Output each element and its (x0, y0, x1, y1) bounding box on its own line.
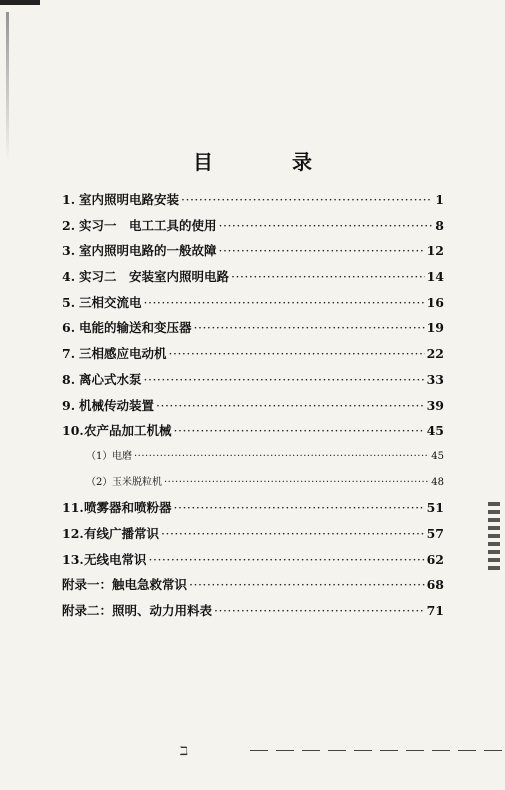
toc-entry-title: 三相感应电动机 (79, 346, 167, 362)
scan-edge-mark (0, 0, 40, 5)
toc-entry (62, 421, 444, 447)
toc-entry-number: 9. (62, 397, 76, 413)
toc-entry-number: 3. (62, 243, 76, 259)
toc-entry-title: 室内照明电路安装 (79, 192, 180, 207)
toc-entry-page: 12 (426, 243, 444, 259)
toc-leader-dots (194, 320, 425, 335)
toc-entry-title: 无线电常识 (84, 551, 147, 567)
toc-entry-number: 12. (62, 525, 84, 541)
toc-leader-dots (144, 372, 425, 387)
toc-entry-page: 39 (426, 397, 444, 413)
toc-leader-dots (219, 243, 425, 258)
toc-entry (62, 370, 444, 396)
toc-entry (62, 550, 444, 576)
scan-binding-shadow (6, 12, 9, 162)
toc-entry-title: 喷雾器和喷粉器 (84, 500, 172, 516)
toc-subentry (62, 447, 444, 473)
toc-entry-number: 11. (62, 500, 84, 516)
toc-entry-title: 离心式水泵 (79, 371, 142, 387)
toc-entry-page: 51 (426, 500, 444, 516)
toc-entry-page: 14 (426, 269, 444, 285)
toc-entry-number: （1） (86, 450, 113, 462)
toc-entry (62, 396, 444, 422)
toc-leader-dots (174, 423, 425, 438)
toc-leader-dots (214, 603, 425, 618)
toc-entry-number: （2） (86, 476, 113, 488)
toc-entry-title: 有线广播常识 (84, 525, 160, 541)
toc-entry-number: 13. (62, 551, 84, 567)
toc-entry (62, 267, 444, 293)
toc-entry-number: 10. (62, 423, 84, 439)
toc-entry (62, 216, 444, 242)
toc-entry-page: 45 (431, 450, 444, 462)
toc-entry-number: 5. (62, 294, 76, 310)
toc-leader-dots (189, 577, 425, 592)
toc-entry-page: 16 (426, 294, 444, 310)
toc-entry-title: 室内照明电路的一般故障 (79, 243, 217, 259)
footer-page-mark: ℶ (180, 744, 189, 758)
toc-entry (62, 190, 444, 216)
toc-entry (62, 241, 444, 267)
toc-entry-number: 8. (62, 371, 76, 387)
toc-entry-title: 三相交流电 (79, 294, 142, 310)
toc-entry-title: 农产品加工机械 (84, 423, 172, 439)
toc-entry-title: 附录二：照明、动力用料表 (62, 603, 213, 618)
toc-leader-dots (219, 218, 432, 233)
toc-entry-title: 附录一：触电急救常识 (62, 577, 188, 593)
toc-entry-page: 45 (426, 423, 444, 439)
toc-subentry (62, 473, 444, 499)
toc-appendix-entry (62, 575, 444, 601)
toc-leader-dots (144, 295, 425, 310)
toc-leader-dots (161, 526, 425, 541)
toc-entry (62, 344, 444, 370)
table-of-contents (62, 190, 444, 627)
scan-margin-mark (488, 502, 500, 574)
toc-entry-title: 实习一 电工工具的使用 (79, 217, 217, 233)
toc-entry-number: 1. (62, 192, 76, 207)
toc-entry-page: 33 (426, 371, 444, 387)
toc-entry (62, 318, 444, 344)
toc-leader-dots (169, 346, 425, 361)
toc-leader-dots (149, 552, 425, 567)
toc-entry-page: 48 (431, 476, 444, 488)
toc-entry (62, 293, 444, 319)
toc-entry-title: 电能的输送和变压器 (79, 320, 192, 336)
toc-entry-title: 机械传动装置 (79, 397, 155, 413)
toc-entry-page: 8 (435, 217, 444, 233)
toc-entry-page: 19 (426, 320, 444, 336)
toc-entry-number: 7. (62, 346, 76, 362)
toc-leader-dots (164, 477, 429, 488)
toc-entry-title: 玉米脱粒机 (112, 476, 162, 488)
toc-entry-page: 71 (426, 603, 444, 618)
toc-entry-page: 57 (426, 525, 444, 541)
toc-entry (62, 524, 444, 550)
toc-leader-dots (231, 269, 425, 284)
toc-entry-page: 1 (435, 192, 444, 207)
toc-entry (62, 498, 444, 524)
toc-leader-dots (174, 500, 425, 515)
toc-entry-title: 电磨 (112, 450, 132, 462)
toc-entry-number: 2. (62, 217, 76, 233)
footer-rule (250, 750, 505, 751)
toc-appendix-entry (62, 601, 444, 627)
toc-entry-page: 22 (426, 346, 444, 362)
toc-leader-dots (134, 451, 429, 462)
page-footer (180, 744, 505, 756)
toc-entry-number: 6. (62, 320, 76, 336)
toc-entry-number: 4. (62, 269, 76, 285)
toc-entry-page: 68 (426, 577, 444, 593)
toc-leader-dots (156, 398, 425, 413)
toc-leader-dots (181, 192, 432, 207)
page-title: 目 录 (193, 150, 348, 174)
toc-entry-title: 实习二 安装室内照明电路 (79, 269, 230, 285)
toc-entry-page: 62 (426, 551, 444, 567)
